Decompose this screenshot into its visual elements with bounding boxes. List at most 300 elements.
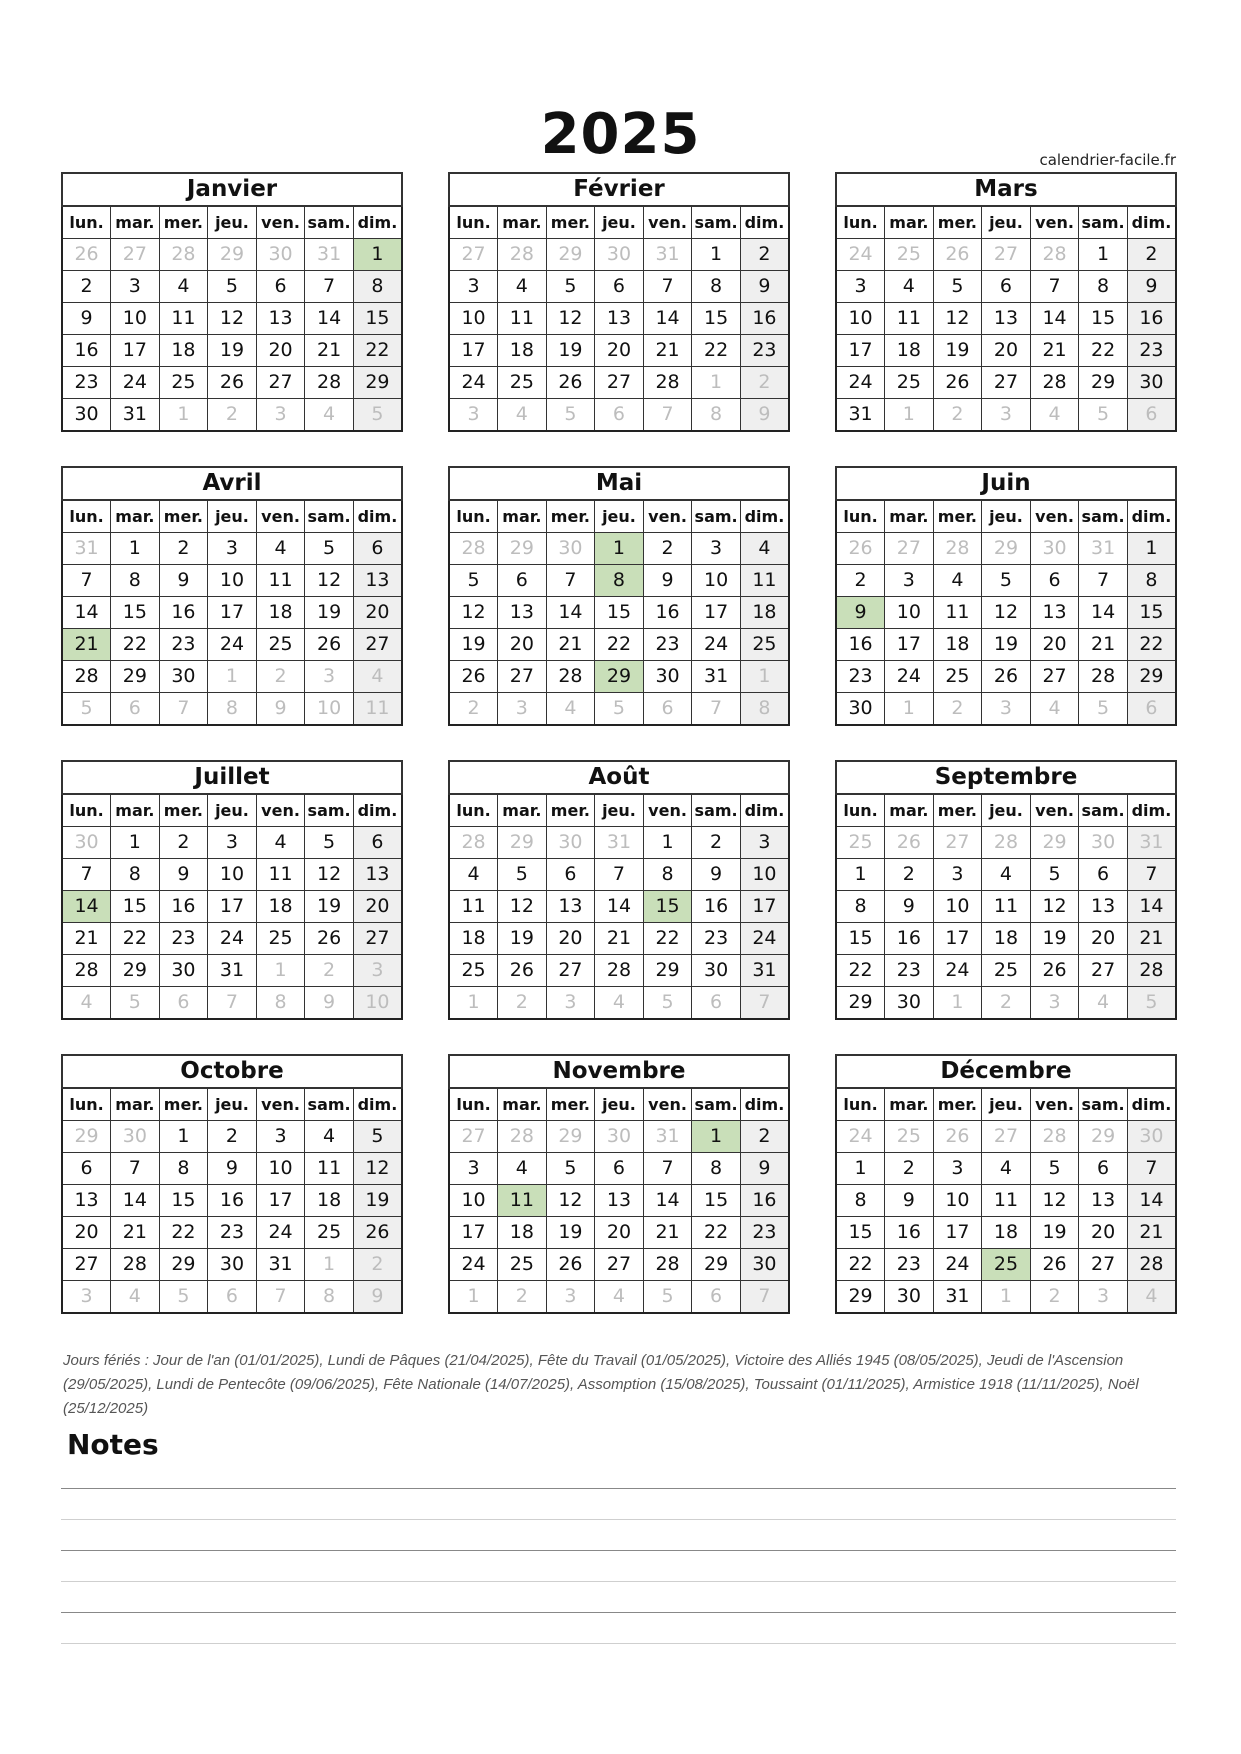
week-row bbox=[449, 827, 789, 859]
day-cell: 10 bbox=[933, 891, 982, 923]
day-cell: 15 bbox=[692, 303, 741, 335]
day-cell: 11 bbox=[885, 303, 934, 335]
day-cell: 22 bbox=[1079, 335, 1128, 367]
day-cell: 30 bbox=[1079, 827, 1128, 859]
day-cell: 13 bbox=[256, 303, 305, 335]
day-cell: 7 bbox=[305, 271, 354, 303]
day-cell: 5 bbox=[353, 399, 402, 432]
day-cell: 24 bbox=[885, 661, 934, 693]
day-cell: 2 bbox=[982, 987, 1031, 1020]
week-row bbox=[62, 565, 402, 597]
day-cell: 2 bbox=[256, 661, 305, 693]
day-cell: 20 bbox=[353, 891, 402, 923]
week-row bbox=[62, 1217, 402, 1249]
day-cell: 4 bbox=[885, 271, 934, 303]
day-cell: 3 bbox=[885, 565, 934, 597]
day-cell: 24 bbox=[111, 367, 160, 399]
week-row bbox=[836, 1153, 1176, 1185]
day-cell: 29 bbox=[498, 533, 547, 565]
month-name: Octobre bbox=[62, 1055, 402, 1088]
day-cell: 23 bbox=[885, 1249, 934, 1281]
week-row bbox=[449, 303, 789, 335]
day-cell: 4 bbox=[305, 1121, 354, 1153]
weekday-header: mer. bbox=[159, 206, 208, 239]
day-cell: 21 bbox=[1127, 1217, 1176, 1249]
weekday-header: mer. bbox=[933, 1088, 982, 1121]
day-cell: 28 bbox=[546, 661, 595, 693]
day-cell: 2 bbox=[933, 693, 982, 726]
day-cell: 15 bbox=[836, 1217, 885, 1249]
weekday-header: sam. bbox=[305, 206, 354, 239]
day-cell: 16 bbox=[740, 303, 789, 335]
weekday-header: sam. bbox=[1079, 500, 1128, 533]
day-cell: 1 bbox=[982, 1281, 1031, 1314]
week-row bbox=[836, 859, 1176, 891]
day-cell: 27 bbox=[595, 367, 644, 399]
week-row bbox=[62, 1249, 402, 1281]
day-cell: 3 bbox=[62, 1281, 111, 1314]
day-cell: 2 bbox=[740, 1121, 789, 1153]
week-row bbox=[449, 1249, 789, 1281]
day-cell: 29 bbox=[1030, 827, 1079, 859]
week-row bbox=[62, 597, 402, 629]
day-cell: 3 bbox=[305, 661, 354, 693]
weekday-header: ven. bbox=[643, 1088, 692, 1121]
day-cell: 26 bbox=[62, 239, 111, 271]
day-cell: 1 bbox=[692, 1121, 741, 1153]
day-cell: 28 bbox=[1030, 1121, 1079, 1153]
day-cell: 10 bbox=[353, 987, 402, 1020]
day-cell: 7 bbox=[1127, 1153, 1176, 1185]
day-cell: 24 bbox=[933, 1249, 982, 1281]
day-cell: 11 bbox=[498, 303, 547, 335]
month-name: Juin bbox=[836, 467, 1176, 500]
day-cell: 27 bbox=[111, 239, 160, 271]
day-cell: 2 bbox=[159, 533, 208, 565]
day-cell: 13 bbox=[595, 1185, 644, 1217]
day-cell: 26 bbox=[933, 367, 982, 399]
day-cell: 8 bbox=[111, 565, 160, 597]
day-cell: 5 bbox=[1030, 1153, 1079, 1185]
day-cell: 8 bbox=[643, 859, 692, 891]
day-cell: 25 bbox=[305, 1217, 354, 1249]
day-cell: 4 bbox=[1127, 1281, 1176, 1314]
day-cell: 1 bbox=[740, 661, 789, 693]
day-cell: 11 bbox=[982, 891, 1031, 923]
day-cell: 12 bbox=[208, 303, 257, 335]
month-table bbox=[448, 1054, 790, 1314]
weekday-header: dim. bbox=[740, 206, 789, 239]
day-cell: 29 bbox=[62, 1121, 111, 1153]
day-cell: 29 bbox=[353, 367, 402, 399]
day-cell: 9 bbox=[885, 891, 934, 923]
day-cell: 12 bbox=[498, 891, 547, 923]
day-cell: 30 bbox=[1030, 533, 1079, 565]
day-cell: 5 bbox=[353, 1121, 402, 1153]
weekday-header: jeu. bbox=[595, 794, 644, 827]
day-cell: 11 bbox=[353, 693, 402, 726]
day-cell: 31 bbox=[643, 1121, 692, 1153]
day-cell: 1 bbox=[449, 1281, 498, 1314]
day-cell: 14 bbox=[1127, 1185, 1176, 1217]
day-cell: 8 bbox=[353, 271, 402, 303]
day-cell: 8 bbox=[208, 693, 257, 726]
week-row bbox=[836, 533, 1176, 565]
weekday-header: sam. bbox=[692, 794, 741, 827]
day-cell: 9 bbox=[159, 565, 208, 597]
day-cell: 31 bbox=[836, 399, 885, 432]
day-cell: 7 bbox=[208, 987, 257, 1020]
weekday-header: ven. bbox=[643, 206, 692, 239]
day-cell: 6 bbox=[353, 533, 402, 565]
month-name: Février bbox=[449, 173, 789, 206]
day-cell: 20 bbox=[595, 1217, 644, 1249]
day-cell: 24 bbox=[208, 629, 257, 661]
weekday-header: sam. bbox=[1079, 1088, 1128, 1121]
day-cell: 1 bbox=[111, 533, 160, 565]
week-row bbox=[449, 661, 789, 693]
weekday-header: mar. bbox=[498, 500, 547, 533]
day-cell: 4 bbox=[740, 533, 789, 565]
day-cell: 3 bbox=[982, 693, 1031, 726]
day-cell: 10 bbox=[692, 565, 741, 597]
day-cell: 6 bbox=[256, 271, 305, 303]
day-cell: 20 bbox=[1030, 629, 1079, 661]
day-cell: 7 bbox=[62, 859, 111, 891]
day-cell: 11 bbox=[933, 597, 982, 629]
day-cell: 25 bbox=[885, 239, 934, 271]
day-cell: 3 bbox=[933, 1153, 982, 1185]
day-cell: 28 bbox=[62, 955, 111, 987]
day-cell: 28 bbox=[933, 533, 982, 565]
weekday-header: sam. bbox=[692, 1088, 741, 1121]
week-row bbox=[449, 239, 789, 271]
day-cell: 19 bbox=[305, 891, 354, 923]
day-cell: 7 bbox=[111, 1153, 160, 1185]
day-cell: 2 bbox=[62, 271, 111, 303]
day-cell: 3 bbox=[740, 827, 789, 859]
day-cell: 11 bbox=[256, 565, 305, 597]
weekday-header: dim. bbox=[1127, 206, 1176, 239]
week-row bbox=[836, 239, 1176, 271]
day-cell: 3 bbox=[449, 271, 498, 303]
month-table bbox=[448, 466, 790, 726]
week-row bbox=[836, 367, 1176, 399]
day-cell: 4 bbox=[595, 1281, 644, 1314]
week-row bbox=[836, 629, 1176, 661]
week-row bbox=[62, 533, 402, 565]
weekday-header: mar. bbox=[111, 500, 160, 533]
day-cell: 30 bbox=[111, 1121, 160, 1153]
weekday-header: jeu. bbox=[595, 206, 644, 239]
day-cell: 28 bbox=[159, 239, 208, 271]
month-name: Novembre bbox=[449, 1055, 789, 1088]
day-cell: 6 bbox=[1127, 399, 1176, 432]
day-cell: 6 bbox=[159, 987, 208, 1020]
day-cell: 4 bbox=[498, 1153, 547, 1185]
day-cell: 22 bbox=[692, 1217, 741, 1249]
day-cell: 23 bbox=[62, 367, 111, 399]
month-table bbox=[448, 172, 790, 432]
day-cell: 27 bbox=[498, 661, 547, 693]
week-row bbox=[62, 367, 402, 399]
day-cell: 15 bbox=[836, 923, 885, 955]
day-cell: 17 bbox=[449, 335, 498, 367]
day-cell: 27 bbox=[546, 955, 595, 987]
day-cell: 30 bbox=[546, 533, 595, 565]
weekday-header: mar. bbox=[885, 1088, 934, 1121]
day-cell: 11 bbox=[498, 1185, 547, 1217]
day-cell: 12 bbox=[546, 1185, 595, 1217]
day-cell: 4 bbox=[1030, 693, 1079, 726]
day-cell: 16 bbox=[62, 335, 111, 367]
weekday-header: lun. bbox=[449, 794, 498, 827]
day-cell: 5 bbox=[1127, 987, 1176, 1020]
day-cell: 10 bbox=[836, 303, 885, 335]
month-7 bbox=[61, 760, 403, 1025]
day-cell: 29 bbox=[836, 987, 885, 1020]
day-cell: 7 bbox=[1030, 271, 1079, 303]
day-cell: 26 bbox=[498, 955, 547, 987]
weekday-header: jeu. bbox=[595, 1088, 644, 1121]
week-row bbox=[836, 1185, 1176, 1217]
day-cell: 3 bbox=[692, 533, 741, 565]
month-table bbox=[448, 760, 790, 1020]
week-row bbox=[836, 1281, 1176, 1314]
day-cell: 4 bbox=[159, 271, 208, 303]
day-cell: 8 bbox=[692, 399, 741, 432]
weekday-header: sam. bbox=[305, 794, 354, 827]
day-cell: 21 bbox=[1127, 923, 1176, 955]
day-cell: 31 bbox=[208, 955, 257, 987]
weekday-header: ven. bbox=[1030, 1088, 1079, 1121]
day-cell: 17 bbox=[111, 335, 160, 367]
day-cell: 15 bbox=[643, 891, 692, 923]
day-cell: 4 bbox=[498, 271, 547, 303]
day-cell: 28 bbox=[305, 367, 354, 399]
day-cell: 31 bbox=[305, 239, 354, 271]
month-table bbox=[835, 466, 1177, 726]
day-cell: 28 bbox=[1127, 955, 1176, 987]
week-row bbox=[449, 891, 789, 923]
day-cell: 18 bbox=[933, 629, 982, 661]
day-cell: 14 bbox=[305, 303, 354, 335]
week-row bbox=[836, 565, 1176, 597]
day-cell: 31 bbox=[643, 239, 692, 271]
day-cell: 2 bbox=[305, 955, 354, 987]
day-cell: 22 bbox=[1127, 629, 1176, 661]
day-cell: 2 bbox=[208, 399, 257, 432]
day-cell: 5 bbox=[595, 693, 644, 726]
day-cell: 13 bbox=[353, 859, 402, 891]
day-cell: 1 bbox=[885, 399, 934, 432]
day-cell: 21 bbox=[546, 629, 595, 661]
day-cell: 4 bbox=[498, 399, 547, 432]
day-cell: 17 bbox=[692, 597, 741, 629]
week-row bbox=[449, 693, 789, 726]
day-cell: 9 bbox=[740, 271, 789, 303]
day-cell: 9 bbox=[643, 565, 692, 597]
week-row bbox=[836, 1217, 1176, 1249]
day-cell: 23 bbox=[159, 629, 208, 661]
day-cell: 30 bbox=[546, 827, 595, 859]
week-row bbox=[836, 891, 1176, 923]
day-cell: 29 bbox=[1079, 367, 1128, 399]
day-cell: 17 bbox=[836, 335, 885, 367]
day-cell: 5 bbox=[498, 859, 547, 891]
day-cell: 5 bbox=[546, 399, 595, 432]
day-cell: 14 bbox=[111, 1185, 160, 1217]
day-cell: 23 bbox=[836, 661, 885, 693]
day-cell: 10 bbox=[885, 597, 934, 629]
week-row bbox=[836, 399, 1176, 432]
day-cell: 6 bbox=[546, 859, 595, 891]
day-cell: 26 bbox=[208, 367, 257, 399]
day-cell: 25 bbox=[885, 1121, 934, 1153]
month-table bbox=[835, 760, 1177, 1020]
week-row bbox=[836, 923, 1176, 955]
day-cell: 12 bbox=[1030, 891, 1079, 923]
day-cell: 30 bbox=[1127, 367, 1176, 399]
day-cell: 14 bbox=[62, 597, 111, 629]
day-cell: 19 bbox=[305, 597, 354, 629]
day-cell: 30 bbox=[1127, 1121, 1176, 1153]
day-cell: 13 bbox=[498, 597, 547, 629]
day-cell: 1 bbox=[256, 955, 305, 987]
day-cell: 9 bbox=[256, 693, 305, 726]
day-cell: 10 bbox=[208, 565, 257, 597]
day-cell: 2 bbox=[498, 987, 547, 1020]
day-cell: 10 bbox=[933, 1185, 982, 1217]
week-row bbox=[62, 1153, 402, 1185]
day-cell: 14 bbox=[62, 891, 111, 923]
weekday-header: mar. bbox=[111, 1088, 160, 1121]
day-cell: 28 bbox=[643, 367, 692, 399]
day-cell: 4 bbox=[256, 533, 305, 565]
day-cell: 6 bbox=[595, 399, 644, 432]
weekday-header: mar. bbox=[111, 206, 160, 239]
day-cell: 4 bbox=[933, 565, 982, 597]
day-cell: 6 bbox=[1030, 565, 1079, 597]
day-cell: 31 bbox=[1079, 533, 1128, 565]
day-cell: 20 bbox=[62, 1217, 111, 1249]
day-cell: 7 bbox=[62, 565, 111, 597]
day-cell: 5 bbox=[305, 533, 354, 565]
day-cell: 25 bbox=[256, 629, 305, 661]
day-cell: 23 bbox=[692, 923, 741, 955]
day-cell: 24 bbox=[740, 923, 789, 955]
weekday-header: mer. bbox=[933, 794, 982, 827]
day-cell: 12 bbox=[933, 303, 982, 335]
month-table bbox=[61, 760, 403, 1020]
day-cell: 20 bbox=[982, 335, 1031, 367]
day-cell: 6 bbox=[692, 987, 741, 1020]
week-row bbox=[449, 1121, 789, 1153]
weekday-header: ven. bbox=[256, 500, 305, 533]
weekday-header: jeu. bbox=[982, 794, 1031, 827]
day-cell: 9 bbox=[740, 1153, 789, 1185]
day-cell: 26 bbox=[1030, 1249, 1079, 1281]
day-cell: 6 bbox=[353, 827, 402, 859]
day-cell: 21 bbox=[111, 1217, 160, 1249]
day-cell: 9 bbox=[692, 859, 741, 891]
day-cell: 31 bbox=[62, 533, 111, 565]
day-cell: 16 bbox=[1127, 303, 1176, 335]
day-cell: 9 bbox=[740, 399, 789, 432]
day-cell: 1 bbox=[449, 987, 498, 1020]
weekday-header: lun. bbox=[62, 794, 111, 827]
weekday-header: lun. bbox=[62, 1088, 111, 1121]
day-cell: 3 bbox=[1030, 987, 1079, 1020]
weekday-header: mar. bbox=[885, 206, 934, 239]
day-cell: 28 bbox=[595, 955, 644, 987]
day-cell: 28 bbox=[498, 239, 547, 271]
month-8 bbox=[448, 760, 790, 1025]
weekday-header: dim. bbox=[353, 794, 402, 827]
day-cell: 29 bbox=[692, 1249, 741, 1281]
day-cell: 17 bbox=[933, 923, 982, 955]
day-cell: 12 bbox=[353, 1153, 402, 1185]
day-cell: 25 bbox=[498, 1249, 547, 1281]
day-cell: 5 bbox=[643, 987, 692, 1020]
day-cell: 22 bbox=[111, 923, 160, 955]
day-cell: 28 bbox=[1127, 1249, 1176, 1281]
weekday-header: dim. bbox=[1127, 794, 1176, 827]
weekday-header: dim. bbox=[353, 1088, 402, 1121]
week-row bbox=[62, 923, 402, 955]
day-cell: 6 bbox=[111, 693, 160, 726]
day-cell: 14 bbox=[1030, 303, 1079, 335]
day-cell: 27 bbox=[62, 1249, 111, 1281]
day-cell: 5 bbox=[111, 987, 160, 1020]
week-row bbox=[836, 303, 1176, 335]
day-cell: 2 bbox=[498, 1281, 547, 1314]
day-cell: 29 bbox=[208, 239, 257, 271]
day-cell: 30 bbox=[836, 693, 885, 726]
day-cell: 15 bbox=[692, 1185, 741, 1217]
day-cell: 5 bbox=[546, 1153, 595, 1185]
day-cell: 15 bbox=[353, 303, 402, 335]
day-cell: 1 bbox=[353, 239, 402, 271]
week-row bbox=[449, 597, 789, 629]
day-cell: 3 bbox=[498, 693, 547, 726]
day-cell: 28 bbox=[498, 1121, 547, 1153]
day-cell: 7 bbox=[159, 693, 208, 726]
day-cell: 25 bbox=[836, 827, 885, 859]
day-cell: 29 bbox=[643, 955, 692, 987]
day-cell: 3 bbox=[256, 399, 305, 432]
day-cell: 18 bbox=[498, 335, 547, 367]
day-cell: 31 bbox=[595, 827, 644, 859]
day-cell: 27 bbox=[449, 1121, 498, 1153]
day-cell: 8 bbox=[692, 1153, 741, 1185]
day-cell: 1 bbox=[159, 1121, 208, 1153]
day-cell: 22 bbox=[643, 923, 692, 955]
weekday-header: jeu. bbox=[982, 206, 1031, 239]
day-cell: 11 bbox=[159, 303, 208, 335]
day-cell: 4 bbox=[982, 859, 1031, 891]
month-name: Juillet bbox=[62, 761, 402, 794]
day-cell: 18 bbox=[498, 1217, 547, 1249]
day-cell: 8 bbox=[1127, 565, 1176, 597]
day-cell: 3 bbox=[546, 1281, 595, 1314]
weekday-header: mar. bbox=[498, 1088, 547, 1121]
day-cell: 17 bbox=[740, 891, 789, 923]
week-row bbox=[62, 859, 402, 891]
day-cell: 1 bbox=[159, 399, 208, 432]
day-cell: 9 bbox=[353, 1281, 402, 1314]
day-cell: 16 bbox=[885, 923, 934, 955]
